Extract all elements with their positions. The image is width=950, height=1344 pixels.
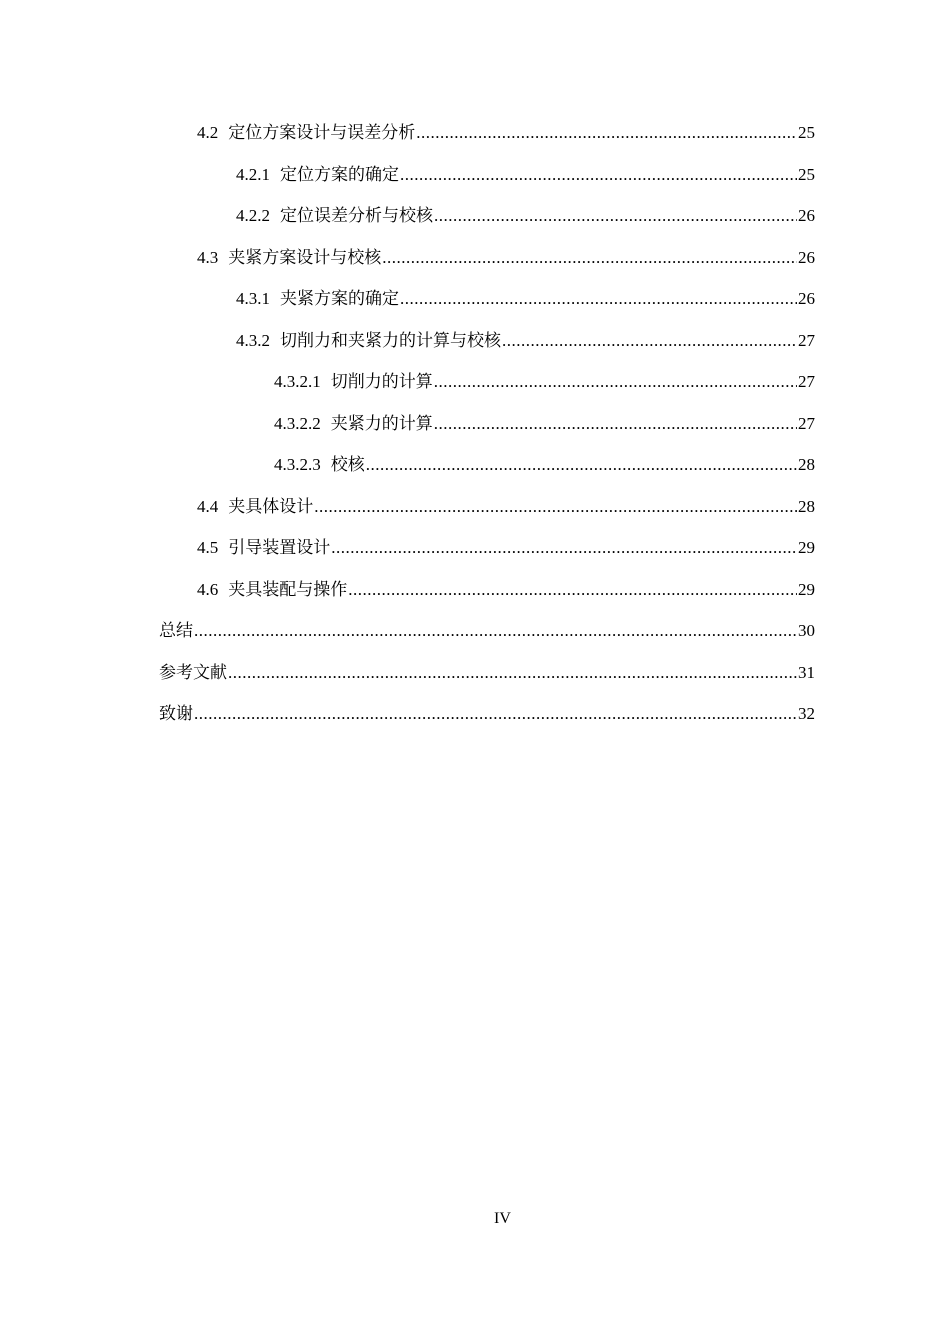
- toc-entry-page: 31: [798, 662, 815, 682]
- toc-entry[interactable]: [159, 361, 815, 403]
- toc-entry-number: 4.3.2.2: [274, 413, 321, 433]
- toc-entry[interactable]: [159, 693, 815, 735]
- toc-entry[interactable]: [159, 237, 815, 279]
- dot-leader: [194, 610, 797, 652]
- toc-entry-page: 28: [798, 496, 815, 516]
- toc-entry-number: 4.4: [197, 496, 219, 516]
- toc-entry-page: 27: [798, 330, 815, 350]
- dot-leader: [331, 527, 797, 569]
- toc-entry-title: 参考文献: [159, 662, 227, 683]
- toc-entry-title: 夹紧方案设计与校核: [228, 247, 382, 267]
- dot-leader: [416, 112, 797, 154]
- toc-entry[interactable]: [159, 195, 815, 237]
- toc-entry-page: 32: [798, 704, 815, 723]
- dot-leader: [348, 569, 797, 611]
- toc-entry-title: 定位方案设计与误差分析: [228, 123, 416, 142]
- toc-entry[interactable]: [159, 444, 815, 486]
- dot-leader: [400, 278, 797, 320]
- toc-entry-page: 26: [798, 206, 815, 225]
- toc-entry-title: 切削力的计算: [330, 372, 433, 391]
- dot-leader: [194, 693, 797, 735]
- toc-entry-title: 校核: [330, 455, 365, 474]
- dot-leader: [434, 195, 797, 237]
- toc-entry-number: 4.2.1: [236, 164, 270, 184]
- toc-entry-title: 夹具装配与操作: [228, 579, 348, 599]
- toc-entry-number: 4.3.1: [236, 289, 270, 308]
- toc-entry-number: 4.5: [197, 538, 219, 557]
- dot-leader: [314, 486, 797, 528]
- toc-entry-page: 29: [798, 579, 815, 599]
- toc-entry[interactable]: [159, 527, 815, 569]
- toc-entry[interactable]: [159, 320, 815, 362]
- toc-entry-page: 25: [798, 123, 815, 142]
- dot-leader: [434, 361, 797, 403]
- toc-entry-title: 致谢: [159, 704, 193, 724]
- toc-entry-page: 26: [798, 247, 815, 267]
- toc-entry-title: 夹具体设计: [228, 496, 314, 516]
- toc-entry-number: 4.3.2.1: [274, 372, 321, 391]
- dot-leader: [366, 444, 797, 486]
- dot-leader: [400, 154, 797, 196]
- toc-entry-page: 30: [798, 621, 815, 640]
- toc-entry-title: 夹紧力的计算: [330, 413, 433, 433]
- toc-entry-title: 切削力和夹紧力的计算与校核: [280, 330, 501, 350]
- toc-entry-title: 夹紧方案的确定: [280, 289, 399, 308]
- toc-entry-title: 定位方案的确定: [280, 164, 399, 184]
- toc-entry-title: 引导装置设计: [228, 538, 331, 557]
- dot-leader: [228, 652, 797, 694]
- toc-entry[interactable]: [159, 569, 815, 611]
- dot-leader: [382, 237, 797, 279]
- toc-entry-page: 26: [798, 289, 815, 308]
- toc-entry-number: 4.2: [197, 123, 219, 142]
- toc-entry[interactable]: [159, 652, 815, 694]
- toc-entry[interactable]: [159, 278, 815, 320]
- toc-entry-title: 定位误差分析与校核: [280, 206, 433, 225]
- toc-entry-page: 28: [798, 455, 815, 474]
- toc-entry[interactable]: [159, 112, 815, 154]
- toc-entry-page: 27: [798, 372, 815, 391]
- page-number-footer: IV: [494, 1210, 511, 1227]
- toc-entry-number: 4.3.2.3: [274, 455, 321, 474]
- toc-entry-number: 4.3.2: [236, 330, 270, 350]
- table-of-contents: [159, 112, 815, 735]
- toc-entry-page: 29: [798, 538, 815, 557]
- toc-entry[interactable]: [159, 403, 815, 445]
- toc-entry-number: 4.3: [197, 247, 219, 267]
- toc-entry-number: 4.2.2: [236, 206, 270, 225]
- toc-entry-page: 25: [798, 164, 815, 184]
- dot-leader: [434, 403, 797, 445]
- toc-entry-title: 总结: [159, 621, 193, 641]
- toc-entry[interactable]: [159, 486, 815, 528]
- dot-leader: [502, 320, 797, 362]
- toc-entry-page: 27: [798, 413, 815, 433]
- toc-entry[interactable]: [159, 610, 815, 652]
- toc-entry-number: 4.6: [197, 579, 219, 599]
- toc-entry[interactable]: [159, 154, 815, 196]
